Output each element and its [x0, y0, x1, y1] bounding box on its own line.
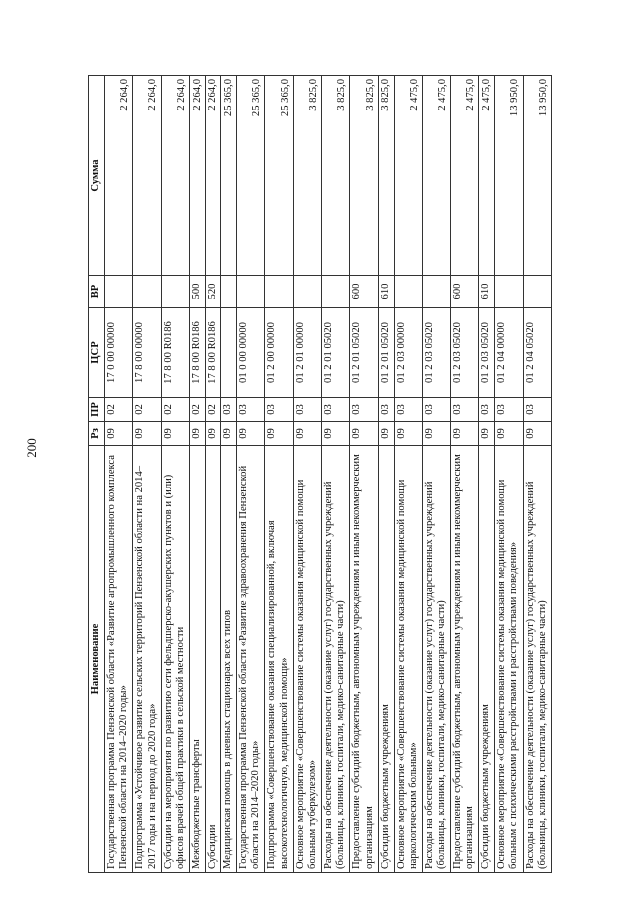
cell-rz: 09 — [189, 422, 205, 446]
cell-csr: 01 2 01 00000 — [293, 308, 321, 398]
cell-sum: 2 475,0 — [451, 76, 479, 276]
header-rz: Рз — [89, 422, 105, 446]
table-row — [265, 76, 293, 873]
cell-rz: 09 — [422, 422, 450, 446]
cell-vr: 600 — [350, 276, 378, 308]
cell-vr — [133, 276, 161, 308]
table-body — [105, 76, 552, 873]
cell-vr — [495, 276, 523, 308]
cell-sum: 2 264,0 — [205, 76, 221, 276]
cell-csr: 17 8 00 00000 — [133, 308, 161, 398]
cell-csr: 01 2 03 05020 — [422, 308, 450, 398]
cell-vr — [161, 276, 189, 308]
cell-pr: 02 — [161, 398, 189, 422]
table-row — [495, 76, 523, 873]
cell-rz: 09 — [105, 422, 133, 446]
cell-rz: 09 — [451, 422, 479, 446]
cell-csr: 17 8 00 R0186 — [205, 308, 221, 398]
cell-vr: 600 — [451, 276, 479, 308]
cell-vr — [265, 276, 293, 308]
cell-pr: 02 — [205, 398, 221, 422]
table-row — [293, 76, 321, 873]
table-row — [451, 76, 479, 873]
cell-pr: 03 — [495, 398, 523, 422]
cell-csr: 01 2 04 00000 — [495, 308, 523, 398]
cell-name: Субсидии бюджетным учреждениям — [378, 446, 394, 873]
table-header-row — [89, 76, 105, 873]
cell-rz: 09 — [523, 422, 551, 446]
cell-name: Межбюджетные трансферты — [189, 446, 205, 873]
cell-vr — [293, 276, 321, 308]
cell-name: Государственная программа Пензенской области «Развитие здравоохранения Пензенской области на 2014–2020 годы» — [237, 446, 265, 873]
cell-vr — [394, 276, 422, 308]
cell-pr: 03 — [451, 398, 479, 422]
cell-rz: 09 — [394, 422, 422, 446]
cell-pr: 03 — [523, 398, 551, 422]
cell-name: Субсидии на мероприятия по развитию сети фельдшерско-акушерских пунктов и (или) офисов врачей общей практики в сельской местности — [161, 446, 189, 873]
cell-csr: 01 2 03 05020 — [451, 308, 479, 398]
cell-sum: 25 365,0 — [265, 76, 293, 276]
cell-name: Подпрограмма «Совершенствование оказания специализированной, включая высокотехнологичную, медицинской помощи» — [265, 446, 293, 873]
cell-name: Субсидии — [205, 446, 221, 873]
header-name: Наименование — [89, 446, 105, 873]
cell-pr: 02 — [189, 398, 205, 422]
cell-rz: 09 — [479, 422, 495, 446]
table-row — [105, 76, 133, 873]
cell-rz: 09 — [133, 422, 161, 446]
cell-rz: 09 — [495, 422, 523, 446]
cell-csr: 01 2 01 05020 — [378, 308, 394, 398]
cell-csr: 01 2 01 05020 — [350, 308, 378, 398]
cell-vr — [523, 276, 551, 308]
table-row — [394, 76, 422, 873]
cell-name: Расходы на обеспечение деятельности (оказание услуг) государственных учреждений (больницы, клиники, госпитали, медико-санитарные части) — [422, 446, 450, 873]
cell-sum: 3 825,0 — [322, 76, 350, 276]
cell-csr: 01 0 00 00000 — [237, 308, 265, 398]
cell-csr — [221, 308, 237, 398]
cell-sum: 2 475,0 — [422, 76, 450, 276]
cell-csr: 17 8 00 R0186 — [161, 308, 189, 398]
cell-sum: 3 825,0 — [378, 76, 394, 276]
cell-pr: 02 — [105, 398, 133, 422]
cell-sum: 3 825,0 — [293, 76, 321, 276]
cell-sum: 13 950,0 — [523, 76, 551, 276]
header-csr: ЦСР — [89, 308, 105, 398]
cell-pr: 03 — [422, 398, 450, 422]
cell-csr: 01 2 03 00000 — [394, 308, 422, 398]
table-row — [161, 76, 189, 873]
cell-name: Основное мероприятие «Совершенствование системы оказания медицинской помощи больным с психическими расстройствами и расстройствами поведения» — [495, 446, 523, 873]
cell-vr — [105, 276, 133, 308]
cell-csr: 17 0 00 00000 — [105, 308, 133, 398]
cell-csr: 17 8 00 R0186 — [189, 308, 205, 398]
cell-pr: 03 — [394, 398, 422, 422]
cell-sum: 25 365,0 — [237, 76, 265, 276]
cell-vr: 610 — [378, 276, 394, 308]
cell-csr: 01 2 00 00000 — [265, 308, 293, 398]
cell-pr: 03 — [237, 398, 265, 422]
cell-name: Субсидии бюджетным учреждениям — [479, 446, 495, 873]
cell-name: Медицинская помощь в дневных стационарах всех типов — [221, 446, 237, 873]
table-row — [322, 76, 350, 873]
cell-name: Государственная программа Пензенской области «Развитие агропромышленного комплекса Пензенской области на 2014–2020 годы» — [105, 446, 133, 873]
cell-vr — [322, 276, 350, 308]
cell-sum: 25 365,0 — [221, 76, 237, 276]
cell-pr: 03 — [221, 398, 237, 422]
table-row — [189, 76, 205, 873]
cell-rz: 09 — [350, 422, 378, 446]
cell-vr: 500 — [189, 276, 205, 308]
table-row — [378, 76, 394, 873]
cell-name: Основное мероприятие «Совершенствование системы оказания медицинской помощи больным туберкулезом» — [293, 446, 321, 873]
cell-rz: 09 — [237, 422, 265, 446]
cell-name: Расходы на обеспечение деятельности (оказание услуг) государственных учреждений (больницы, клиники, госпитали, медико-санитарные части) — [523, 446, 551, 873]
cell-vr — [237, 276, 265, 308]
table-row — [133, 76, 161, 873]
cell-sum: 2 475,0 — [394, 76, 422, 276]
cell-pr: 03 — [350, 398, 378, 422]
cell-sum: 2 264,0 — [133, 76, 161, 276]
cell-sum: 2 264,0 — [105, 76, 133, 276]
cell-pr: 03 — [293, 398, 321, 422]
cell-name: Расходы на обеспечение деятельности (оказание услуг) государственных учреждений (больницы, клиники, госпитали, медико-санитарные части) — [322, 446, 350, 873]
table-row — [523, 76, 551, 873]
cell-sum: 13 950,0 — [495, 76, 523, 276]
cell-pr: 03 — [479, 398, 495, 422]
cell-vr: 610 — [479, 276, 495, 308]
cell-pr: 03 — [378, 398, 394, 422]
header-pr: ПР — [89, 398, 105, 422]
cell-pr: 02 — [133, 398, 161, 422]
cell-rz: 09 — [322, 422, 350, 446]
table-row — [350, 76, 378, 873]
cell-csr: 01 2 03 05020 — [479, 308, 495, 398]
budget-table — [88, 75, 552, 873]
rotated-page-content — [88, 76, 552, 873]
cell-rz: 09 — [205, 422, 221, 446]
cell-sum: 2 264,0 — [189, 76, 205, 276]
cell-rz: 09 — [378, 422, 394, 446]
table-row — [237, 76, 265, 873]
cell-sum: 2 264,0 — [161, 76, 189, 276]
cell-csr: 01 2 01 05020 — [322, 308, 350, 398]
cell-vr — [422, 276, 450, 308]
cell-csr: 01 2 04 05020 — [523, 308, 551, 398]
page-number: 200 — [23, 438, 39, 458]
header-sum: Сумма — [89, 76, 105, 276]
cell-pr: 03 — [265, 398, 293, 422]
cell-name: Предоставление субсидий бюджетным, автономным учреждениям и иным некоммерческим организациям — [350, 446, 378, 873]
cell-sum: 3 825,0 — [350, 76, 378, 276]
table-row — [221, 76, 237, 873]
cell-pr: 03 — [322, 398, 350, 422]
cell-rz: 09 — [161, 422, 189, 446]
table-row — [422, 76, 450, 873]
header-vr: ВР — [89, 276, 105, 308]
table-row — [479, 76, 495, 873]
cell-sum: 2 475,0 — [479, 76, 495, 276]
cell-rz: 09 — [293, 422, 321, 446]
table-row — [205, 76, 221, 873]
cell-rz: 09 — [221, 422, 237, 446]
cell-rz: 09 — [265, 422, 293, 446]
cell-name: Подпрограмма «Устойчивое развитие сельских территорий Пензенской области на 2014–2017 годы и на период до 2020 года» — [133, 446, 161, 873]
cell-vr — [221, 276, 237, 308]
cell-vr: 520 — [205, 276, 221, 308]
cell-name: Основное мероприятие «Совершенствование системы оказания медицинской помощи наркологическим больным» — [394, 446, 422, 873]
cell-name: Предоставление субсидий бюджетным, автономным учреждениям и иным некоммерческим организациям — [451, 446, 479, 873]
